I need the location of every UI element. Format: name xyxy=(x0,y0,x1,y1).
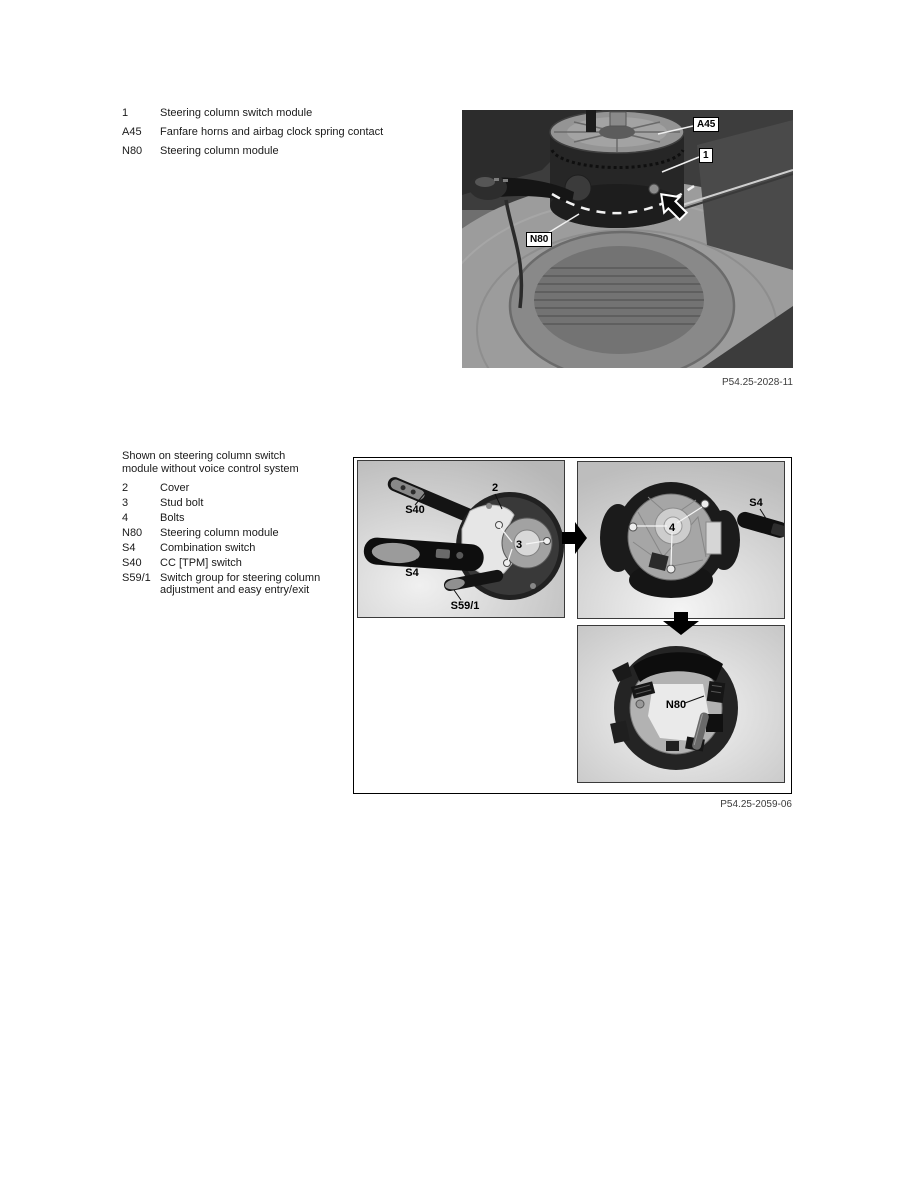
legend-key: 2 xyxy=(122,482,129,494)
legend-label: Steering column module xyxy=(160,145,279,157)
legend-row xyxy=(122,107,383,119)
figure1-caption: P54.25-2028-11 xyxy=(722,377,793,388)
callout-n80: N80 xyxy=(665,699,687,711)
figure2-panel-column-module xyxy=(577,625,785,783)
legend-row xyxy=(122,557,332,569)
figure1-photo-steering-column xyxy=(462,110,793,368)
figure2-intro: Shown on steering column switch module without voice control system xyxy=(122,450,299,475)
figure2-legend xyxy=(122,482,332,599)
legend-key: S4 xyxy=(122,542,136,554)
legend-row xyxy=(122,527,332,539)
legend-row xyxy=(122,542,332,554)
figure2-frame xyxy=(353,457,792,794)
figure2-panel-bolts xyxy=(577,461,785,619)
figure1-legend xyxy=(122,107,383,164)
legend-key: N80 xyxy=(122,145,143,157)
callout-s4: S4 xyxy=(749,497,763,509)
legend-row xyxy=(122,482,332,494)
legend-label: Stud bolt xyxy=(160,497,204,509)
figure2-caption: P54.25-2059-06 xyxy=(720,799,792,810)
panel1-art xyxy=(358,461,564,617)
legend-label: Steering column switch module xyxy=(160,107,313,119)
flow-arrow-down-icon xyxy=(662,612,700,636)
steering-column-photo-art xyxy=(462,110,793,368)
callout-s59-1: S59/1 xyxy=(450,600,480,612)
legend-label: Cover xyxy=(160,482,190,494)
legend-key: A45 xyxy=(122,126,142,138)
panel2-art xyxy=(578,462,784,618)
legend-key: S40 xyxy=(122,557,142,569)
legend-row xyxy=(122,126,383,138)
callout-a45: A45 xyxy=(693,117,719,132)
legend-label: Steering column module xyxy=(160,527,279,539)
legend-key: 4 xyxy=(122,512,129,524)
flow-arrow-right-icon xyxy=(562,521,588,555)
callout-4: 4 xyxy=(668,522,676,534)
legend-row xyxy=(122,572,332,596)
callout-s4: S4 xyxy=(405,567,419,579)
legend-label: Fanfare horns and airbag clock spring contact xyxy=(160,126,384,138)
legend-key: 1 xyxy=(122,107,129,119)
legend-key: 3 xyxy=(122,497,129,509)
legend-row xyxy=(122,145,383,157)
legend-key: S59/1 xyxy=(122,572,151,584)
callout-2: 2 xyxy=(491,482,499,494)
callout-3: 3 xyxy=(515,539,523,551)
legend-key: N80 xyxy=(122,527,143,539)
legend-row xyxy=(122,497,332,509)
callout-s40: S40 xyxy=(405,504,425,516)
callout-1: 1 xyxy=(699,148,713,163)
legend-label: Bolts xyxy=(160,512,185,524)
legend-label: CC [TPM] switch xyxy=(160,557,242,569)
legend-label: Switch group for steering column adjustment and easy entry/exit xyxy=(160,572,321,596)
callout-n80: N80 xyxy=(526,232,552,247)
legend-row xyxy=(122,512,332,524)
figure2-panel-switch-module xyxy=(357,460,565,618)
legend-label: Combination switch xyxy=(160,542,256,554)
